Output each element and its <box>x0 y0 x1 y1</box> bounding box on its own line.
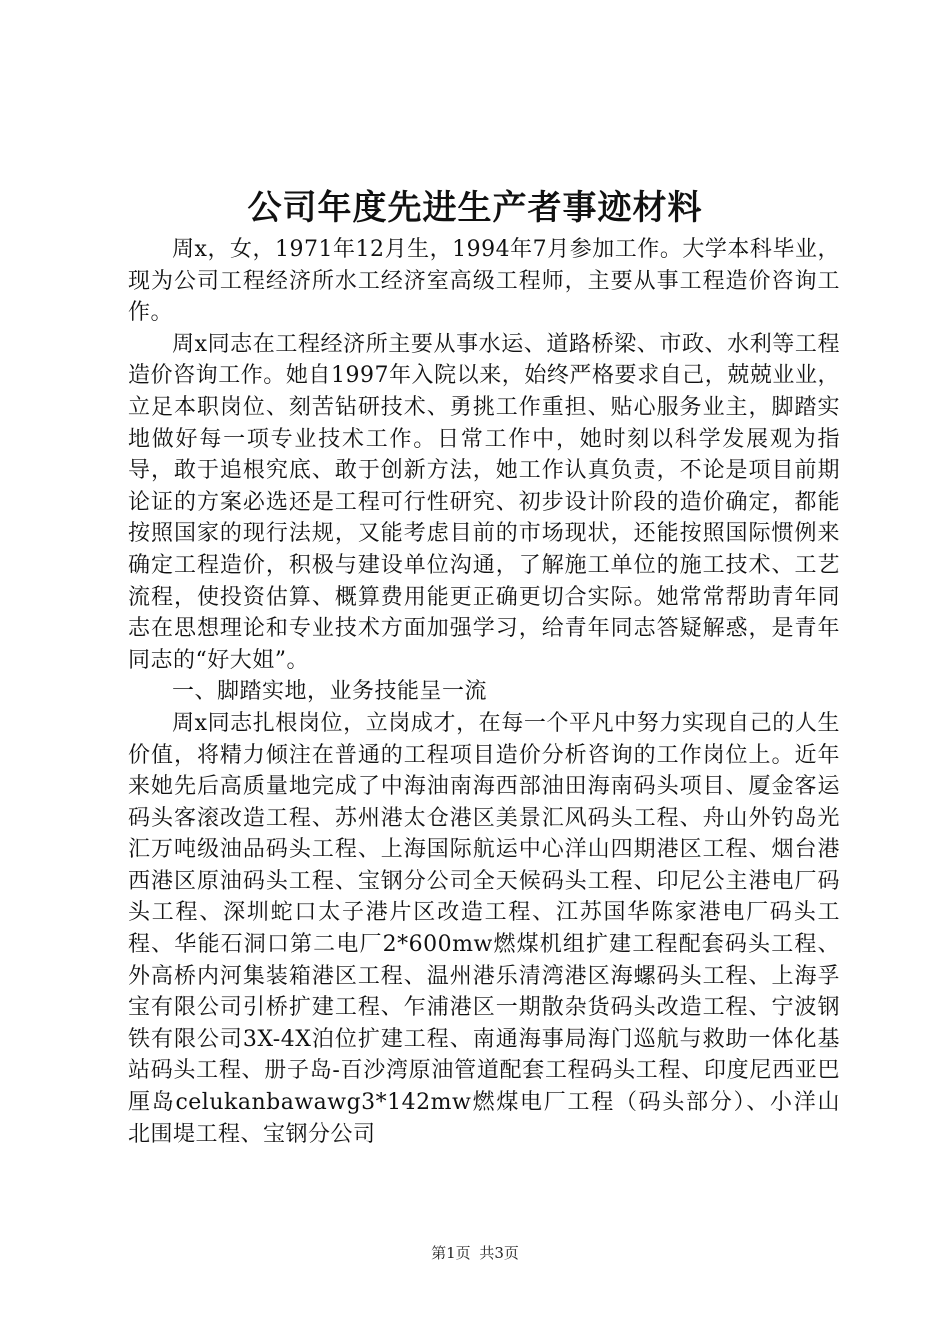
paragraph-summary: 周x同志在工程经济所主要从事水运、道路桥梁、市政、水利等工程造价咨询工作。她自1997年入院以来，始终严格要求自己，兢兢业业，立足本职岗位、刻苦钻研技术、勇挑工作重担、贴心服务业主，脚踏实地做好每一项专业技术工作。日常工作中，她时刻以科学发展观为指导，敢于追根究底、敢于创新方法，她工作认真负责，不论是项目前期论证的方案必选还是工程可行性研究、初步设计阶段的造价确定，都能按照国家的现行法规，又能考虑目前的市场现状，还能按照国际惯例来确定工程造价，积极与建设单位沟通，了解施工单位的施工技术、工艺流程，使投资估算、概算费用能更正确更切合实际。她常常帮助青年同志在思想理论和专业技术方面加强学习，给青年同志答疑解惑，是青年同志的“好大姐”。 <box>128 331 840 673</box>
page-footer: 第1页 共3页 <box>431 1244 519 1262</box>
section-heading: 一、脚踏实地，业务技能呈一流 <box>172 679 488 705</box>
document-title: 公司年度先进生产者事迹材料 <box>247 188 703 228</box>
paragraph-intro: 周x，女，1971年12月生，1994年7月参加工作。大学本科毕业，现为公司工程经济所水工经济室高级工程师，主要从事工程造价咨询工作。 <box>128 237 840 326</box>
paragraph-projects: 周x同志扎根岗位，立岗成才，在每一个平凡中努力实现自己的人生价值，将精力倾注在普通的工程项目造价分析咨询的工作岗位上。近年来她先后高质量地完成了中海油南海西部油田海南码头项目、厦金客运码头客滚改造工程、苏州港太仓港区美景汇风码头工程、舟山外钓岛光汇万吨级油品码头工程、上海国际航运中心洋山四期港区工程、烟台港西港区原油码头工程、宝钢分公司全天候码头工程、印尼公主港电厂码头工程、深圳蛇口太子港片区改造工程、江苏国华陈家港电厂码头工程、华能石洞口第二电厂2*600mw燃煤机组扩建工程配套码头工程、外高桥内河集装箱港区工程、温州港乐清湾港区海螺码头工程、上海孚宝有限公司引桥扩建工程、乍浦港区一期散杂货码头改造工程、宁波钢铁有限公司3X-4X泊位扩建工程、南通海事局海门巡航与救助一体化基站码头工程、册子岛-百沙湾原油管道配套工程码头工程、印度尼西亚巴厘岛celukanbawawg3*142mw燃煤电厂工程（码头部分）、小洋山北围堤工程、宝钢分公司 <box>128 710 840 1147</box>
document-body <box>128 234 840 1150</box>
